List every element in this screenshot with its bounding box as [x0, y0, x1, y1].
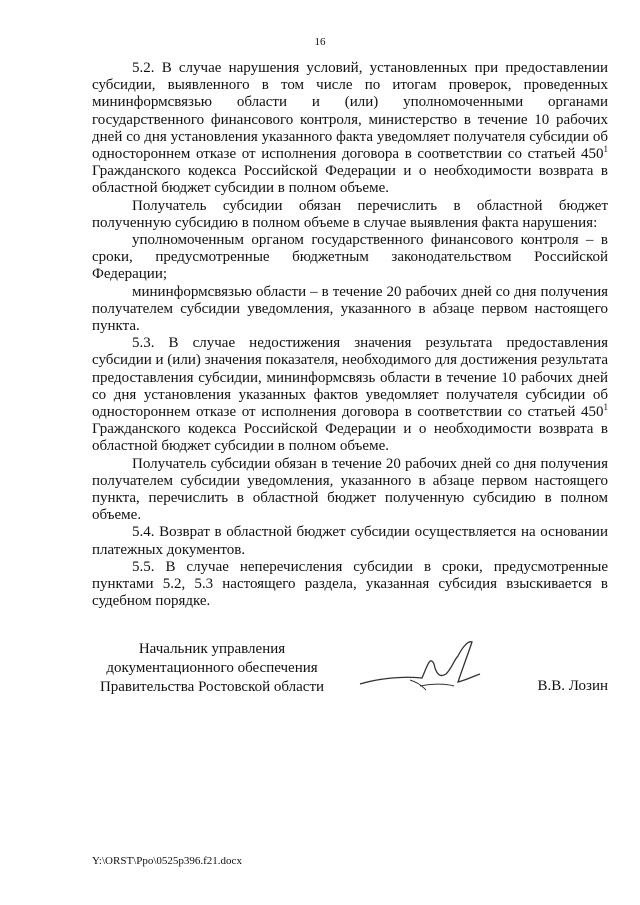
superscript: 1 — [603, 144, 608, 155]
paragraph-5-3: 5.3. В случае недостижения значения результата предоставления субсидии и (или) значения показателя, необходимого для достижения результата предоставления субсидии, мининформсвязь области в течение 10 рабочих дней со дня установления указанных фактов уведомляет получателя субсидии об одностороннем отказе от исполнения договора в соответствии со статьей $450^1$ Гражданского кодекса Российской Федерации и о необходимости возврата в областной бюджет субсидии в полном объеме. — [92, 335, 608, 455]
signatory-name: В.В. Лозин — [537, 678, 608, 694]
signatory-title: Начальник управления документационного обеспечения Правительства Ростовской области — [99, 641, 325, 695]
paragraph: уполномоченным органом государственного финансового контроля – в сроки, предусмотренные бюджетным законодательством Российской Федерации; — [92, 232, 608, 283]
paragraph-5-4: 5.4. Возврат в областной бюджет субсидии осуществляется на основании платежных документов. — [92, 524, 608, 558]
paragraph: мининформсвязью области – в течение 20 рабочих дней со дня получения получателем субсидии уведомления, указанного в абзаце первом настоящего пункта. — [92, 283, 608, 335]
document-body — [92, 60, 608, 611]
paragraph-5-5: 5.5. В случае неперечисления субсидии в сроки, предусмотренные пунктами 5.2, 5.3 настоящего раздела, указанная субсидия взыскивается в судебном порядке. — [92, 558, 608, 610]
paragraph: Получатель субсидии обязан перечислить в областной бюджет полученную субсидию в полном объеме в случае выявления факта нарушения: — [92, 197, 608, 231]
file-path-footer: Y:\ORST\Ppo\0525p396.f21.docx — [92, 855, 242, 867]
handwritten-signature — [350, 634, 490, 704]
paragraph-5-2: 5.2. В случае нарушения условий, установленных при предоставлении субсидии, выявленного в том числе по итогам проверок, проведенных мининформсвязью области и (или) уполномоченными органами государственного финансового контроля, министерство в течение 10 рабочих дней со дня установления указанного факта уведомляет получателя субсидии об одностороннем отказе от исполнения договора в соответствии со статьей $450^1$ Гражданского кодекса Российской Федерации и о необходимости возврата в областной бюджет субсидии в полном объеме. — [92, 60, 608, 197]
signature-block — [92, 640, 608, 700]
superscript: 1 — [603, 402, 608, 413]
page-number: 16 — [314, 36, 326, 48]
paragraph: Получатель субсидии обязан в течение 20 рабочих дней со дня получения получателем субсидии уведомления, указанного в абзаце первом настоящего пункта, перечислить в областной бюджет полученную субсидию в полном объеме. — [92, 455, 608, 524]
